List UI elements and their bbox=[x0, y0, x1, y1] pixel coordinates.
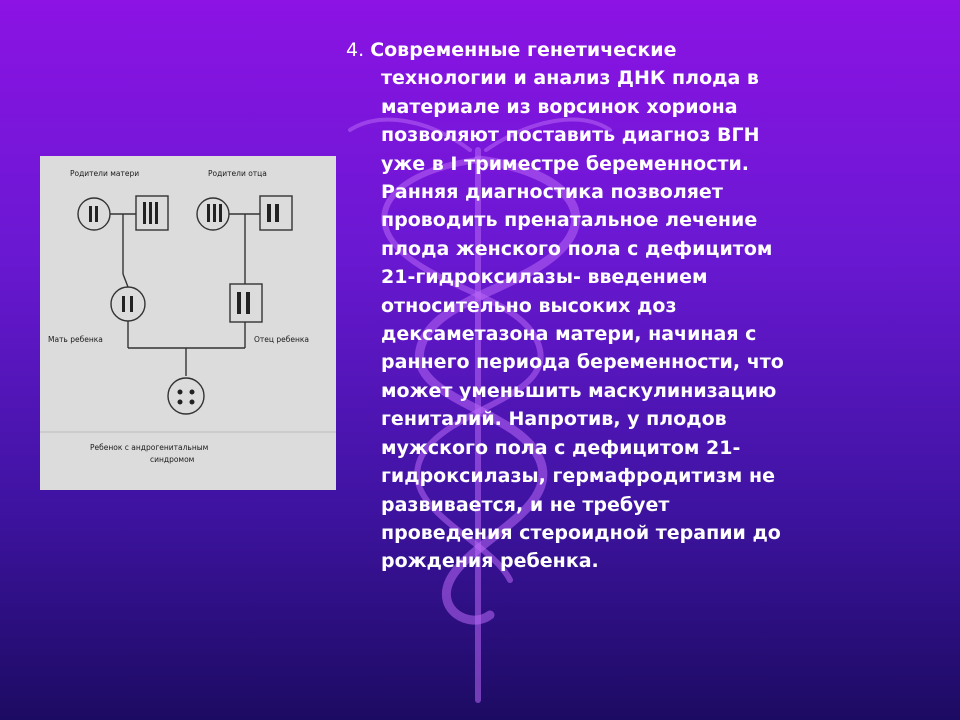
father-parents-label: Родители отца bbox=[208, 169, 267, 178]
paragraph-first-line: Современные генетические bbox=[370, 39, 677, 61]
father-label: Отец ребенка bbox=[254, 335, 310, 344]
child-label-line2: синдромом bbox=[150, 455, 195, 464]
mother-label: Мать ребенка bbox=[48, 335, 103, 344]
paragraph-body: технологии и анализ ДНК плода в материале из ворсинок хориона позволяют поставить диагноз ВГН уже в I триместре беременности. Ранняя диагностика позволяет проводить пренатальное лечение плода женского пола с дефицитом 21-гидроксилазы- введением относительно высоких доз дексаметазона матери, начиная с раннего периода беременности, что может уменьшить маскулинизацию гениталий. Напротив, у плодов мужского пола с дефицитом 21- гидроксилазы, гермафродитизм не развивается, и не требует проведения стероидной терапии до рождения ребенка. bbox=[381, 67, 784, 573]
mother-parents-label: Родители матери bbox=[70, 169, 140, 178]
slide-text-block bbox=[346, 36, 906, 576]
pedigree-figure bbox=[40, 156, 336, 490]
child-label-line1: Ребенок с андрогенитальным bbox=[90, 443, 209, 452]
item-number: 4. bbox=[346, 39, 365, 61]
